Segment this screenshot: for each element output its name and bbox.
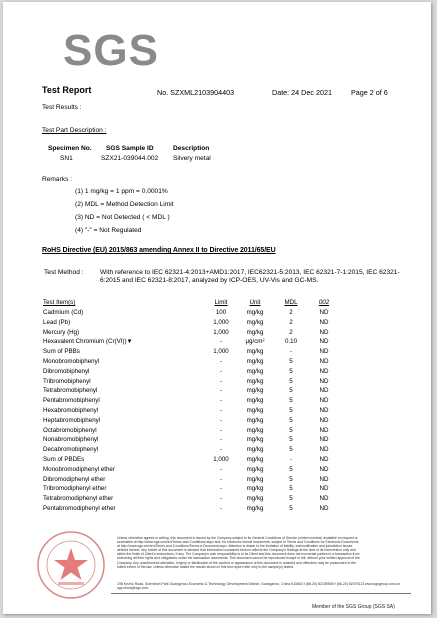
- test-method-label: Test Method :: [44, 269, 84, 276]
- cell-sample-result: ND: [319, 318, 329, 326]
- cell-sample-result: ND: [319, 338, 329, 346]
- cell-limit: -: [219, 357, 223, 365]
- col-header-test-item: Test Item(s): [43, 299, 76, 307]
- cell-unit: mg/kg: [246, 377, 264, 385]
- cell-limit: 1,000: [213, 328, 229, 336]
- report-date: Date: 24 Dec 2021: [272, 88, 332, 97]
- table-row: [43, 406, 339, 416]
- cell-test-item: Sum of PBDEs: [43, 455, 85, 463]
- cell-test-item: Decabromobiphenyl: [43, 446, 99, 454]
- part-description-label: Test Part Description :: [42, 127, 107, 134]
- cell-limit: -: [219, 465, 223, 473]
- cell-test-item: Monobromobiphenyl: [43, 357, 100, 365]
- table-row: [43, 386, 339, 396]
- cell-unit: mg/kg: [246, 416, 264, 424]
- cell-unit: mg/kg: [246, 426, 264, 434]
- test-results-label: Test Results :: [42, 104, 82, 111]
- cell-mdl: 5: [289, 504, 293, 512]
- table-row: [43, 484, 339, 494]
- cell-limit: -: [219, 387, 223, 395]
- cell-limit: -: [219, 397, 223, 405]
- col-header-mdl: MDL: [284, 299, 298, 307]
- table-row: [43, 475, 339, 485]
- cell-sample-result: ND: [319, 357, 329, 365]
- remark-item: (2) MDL = Method Detection Limit: [75, 201, 174, 208]
- cell-unit: mg/kg: [246, 446, 264, 454]
- cell-sample-result: ND: [319, 387, 329, 395]
- cell-mdl: -: [289, 348, 293, 356]
- footer-rule: [111, 593, 411, 594]
- cell-mdl: 5: [289, 495, 293, 503]
- cell-sample-result: ND: [319, 309, 329, 316]
- specimen-sample-id: SZX21-039044.002: [101, 155, 159, 162]
- cell-mdl: 5: [289, 465, 293, 473]
- cell-unit: mg/kg: [246, 318, 264, 326]
- footer-disclaimer: Unless otherwise agreed in writing, this document is issued by the Company subject to its General Conditions of Service printed overleaf, available on request or accessible at http://www.sgs.com/en/Terms-and-Conditions.aspx and, for electronic format documents, subject to Terms and Conditions for Electronic Documents at http://www.sgs.com/en/Terms-and-Conditions/Terms-e-Document.aspx. Attention is drawn to the limitation of liability, indemnification and jurisdiction issues defined therein. Any holder of this document is advised that information contained hereon reflects the Company's findings at the time of its intervention only and within the limits of Client's instructions, if any. The Company's sole responsibility is to its Client and this document does not exonerate parties to a transaction from exercising all their rights and obligations under the transaction documents. This document cannot be reproduced except in full, without prior written approval of the Company. Any unauthorized alteration, forgery or falsification of the content or appearance of this document is unlawful and offenders may be prosecuted to the fullest extent of the law. Unless otherwise stated the results shown in this test report refer only to the sample(s) tested.: [117, 536, 360, 569]
- footer-member-line: Member of the SGS Group (SGS SA): [312, 604, 395, 610]
- cell-test-item: Hexavalent Chromium (Cr(VI))▼: [43, 338, 133, 346]
- cell-limit: -: [219, 446, 223, 454]
- specimen-no: SN1: [60, 155, 73, 162]
- results-header-row: [43, 298, 339, 308]
- table-row: [43, 367, 339, 377]
- table-row: [43, 455, 339, 465]
- cell-sample-result: ND: [319, 348, 329, 356]
- report-number: No. SZXML2103904403: [157, 88, 235, 97]
- cell-test-item: Dibromodiphenyl ether: [43, 475, 106, 483]
- col-header-limit: Limit: [214, 299, 228, 307]
- table-row: [43, 337, 339, 347]
- cell-test-item: Tribromobiphenyl: [43, 377, 91, 385]
- cell-limit: 1,000: [213, 348, 229, 356]
- cell-unit: mg/kg: [246, 387, 264, 395]
- cell-sample-result: ND: [319, 495, 329, 503]
- table-row: [43, 318, 339, 328]
- table-row: [43, 416, 339, 426]
- cell-sample-result: ND: [319, 328, 329, 336]
- cell-test-item: Nonabromobiphenyl: [43, 436, 99, 444]
- cell-unit: mg/kg: [246, 455, 264, 463]
- cell-limit: -: [219, 504, 223, 512]
- cell-sample-result: ND: [319, 377, 329, 385]
- cell-sample-result: ND: [319, 367, 329, 375]
- cell-limit: -: [219, 338, 223, 346]
- cell-limit: -: [219, 377, 223, 385]
- cell-test-item: Lead (Pb): [43, 318, 71, 326]
- test-method-text: With reference to IEC 62321-4:2013+AMD1:2017, IEC62321-5:2013, IEC 62321-7-1:2015, IEC 62321-6:2015 and IEC 62321-8:2017, analyzed by ICP-OES, UV-Vis and GC-MS.: [100, 269, 400, 285]
- footer-address: 198 Kezhu Road, Scientech Park Guangzhou Economic & Technology Development District, Guangzhou, China 510663 t (86-20) 82155555 f (86-20) 82075113 www.sgsgroup.com.cn sgs.china@sgs.com: [117, 582, 401, 591]
- results-table: [43, 298, 339, 514]
- cell-limit: -: [219, 436, 223, 444]
- cell-mdl: 5: [289, 377, 293, 385]
- cell-mdl: 5: [289, 357, 293, 365]
- cell-limit: -: [219, 495, 223, 503]
- cell-test-item: Mercury (Hg): [43, 328, 80, 336]
- cell-limit: 1,000: [213, 455, 229, 463]
- cell-mdl: 5: [289, 475, 293, 483]
- table-row: [43, 396, 339, 406]
- cell-sample-result: ND: [319, 504, 329, 512]
- cell-mdl: 2: [289, 328, 293, 336]
- cell-mdl: -: [289, 455, 293, 463]
- cell-mdl: 5: [289, 446, 293, 454]
- table-row: [43, 347, 339, 357]
- cell-sample-result: ND: [319, 465, 329, 473]
- cell-sample-result: ND: [319, 455, 329, 463]
- remark-item: (1) 1 mg/kg = 1 ppm = 0.0001%: [75, 188, 168, 195]
- cell-mdl: 5: [289, 416, 293, 424]
- table-row: [43, 308, 339, 318]
- cell-mdl: 5: [289, 397, 293, 405]
- cell-unit: mg/kg: [246, 475, 264, 483]
- cell-test-item: Pentabromobiphenyl: [43, 397, 100, 405]
- cell-limit: -: [219, 416, 223, 424]
- cell-unit: mg/kg: [246, 465, 264, 473]
- remark-item: (4) "-" = Not Regulated: [75, 227, 142, 234]
- col-header-unit: Unit: [249, 299, 261, 307]
- cell-unit: mg/kg: [246, 357, 264, 365]
- cell-mdl: 2: [289, 309, 293, 316]
- cell-test-item: Tetrabromodiphenyl ether: [43, 495, 114, 503]
- cell-test-item: Sum of PBBs: [43, 348, 80, 356]
- cell-unit: mg/kg: [246, 328, 264, 336]
- cell-sample-result: ND: [319, 475, 329, 483]
- cell-sample-result: ND: [319, 406, 329, 414]
- sgs-official-seal: [36, 530, 106, 600]
- cell-limit: -: [219, 426, 223, 434]
- cell-limit: -: [219, 475, 223, 483]
- cell-test-item: Heptabromobiphenyl: [43, 416, 101, 424]
- cell-mdl: 5: [289, 485, 293, 493]
- cell-sample-result: ND: [319, 485, 329, 493]
- cell-test-item: Pentabromodiphenyl ether: [43, 504, 116, 512]
- report-page: [3, 2, 431, 614]
- cell-limit: -: [219, 485, 223, 493]
- specimen-description: Silvery metal: [173, 155, 211, 162]
- cell-limit: 1,000: [213, 318, 229, 326]
- cell-unit: mg/kg: [246, 436, 264, 444]
- table-row: [43, 426, 339, 436]
- cell-mdl: 5: [289, 436, 293, 444]
- cell-unit: mg/kg: [246, 495, 264, 503]
- table-row: [43, 445, 339, 455]
- cell-unit: mg/kg: [246, 504, 264, 512]
- cell-limit: -: [219, 367, 223, 375]
- report-title: Test Report: [42, 85, 92, 95]
- page-number: Page 2 of 6: [351, 88, 388, 97]
- sgs-logo: SGS: [63, 26, 159, 75]
- cell-sample-result: ND: [319, 436, 329, 444]
- cell-test-item: Octabromobiphenyl: [43, 426, 97, 434]
- cell-test-item: Cadmium (Cd): [43, 309, 84, 316]
- remark-item: (3) ND = Not Detected ( < MDL ): [75, 214, 170, 221]
- specimen-header-desc: Description: [173, 145, 210, 152]
- table-row: [43, 494, 339, 504]
- table-row: [43, 357, 339, 367]
- cell-mdl: 5: [289, 367, 293, 375]
- cell-test-item: Hexabromobiphenyl: [43, 406, 99, 414]
- cell-limit: 100: [215, 309, 227, 316]
- specimen-header-no: Specimen No.: [48, 145, 92, 152]
- cell-unit: mg/kg: [246, 397, 264, 405]
- table-row: [43, 377, 339, 387]
- col-header-sample: 002: [318, 299, 330, 307]
- cell-unit: mg/kg: [246, 406, 264, 414]
- cell-sample-result: ND: [319, 397, 329, 405]
- cell-mdl: 5: [289, 406, 293, 414]
- cell-unit: mg/kg: [246, 485, 264, 493]
- cell-sample-result: ND: [319, 426, 329, 434]
- cell-mdl: 0.10: [284, 338, 298, 346]
- cell-test-item: Tribromodiphenyl ether: [43, 485, 107, 493]
- specimen-header-id: SGS Sample ID: [106, 145, 154, 152]
- cell-test-item: Monobromodiphenyl ether: [43, 465, 115, 473]
- cell-mdl: 2: [289, 318, 293, 326]
- rohs-directive-title: RoHS Directive (EU) 2015/863 amending Annex II to Directive 2011/65/EU: [42, 247, 276, 254]
- cell-test-item: Dibromobiphenyl: [43, 367, 90, 375]
- cell-limit: -: [219, 406, 223, 414]
- cell-test-item: Tetrabromobiphenyl: [43, 387, 98, 395]
- cell-mdl: 5: [289, 426, 293, 434]
- cell-sample-result: ND: [319, 416, 329, 424]
- cell-mdl: 5: [289, 387, 293, 395]
- remarks-label: Remarks :: [42, 176, 73, 183]
- table-row: [43, 504, 339, 514]
- cell-unit: mg/kg: [246, 348, 264, 356]
- cell-sample-result: ND: [319, 446, 329, 454]
- cell-unit: μg/cm²: [245, 338, 265, 346]
- cell-unit: mg/kg: [246, 309, 264, 316]
- table-row: [43, 435, 339, 445]
- cell-unit: mg/kg: [246, 367, 264, 375]
- table-row: [43, 465, 339, 475]
- table-row: [43, 328, 339, 338]
